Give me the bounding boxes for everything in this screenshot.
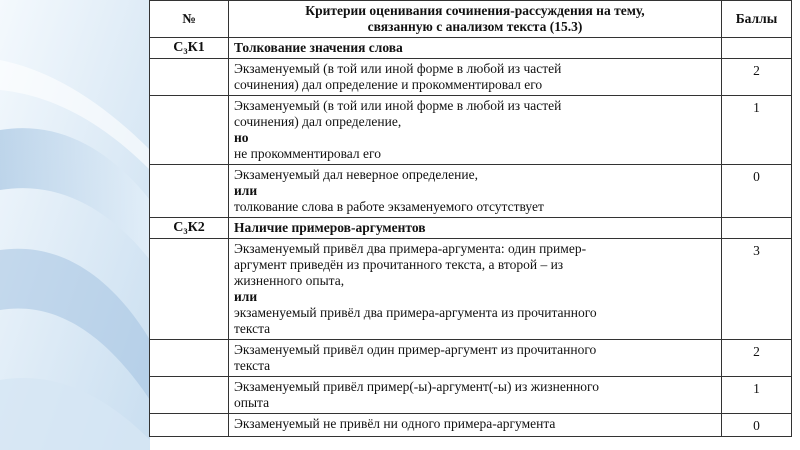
- connector-word: но: [234, 130, 249, 145]
- header-criteria-line2: связанную с анализом текста (15.3): [367, 19, 583, 34]
- description-line: Экзаменуемый не привёл ни одного примера-аргумента: [234, 416, 556, 431]
- description-line: аргумент приведён из прочитанного текста, а второй – из: [234, 257, 564, 272]
- description-line: не прокомментировал его: [234, 146, 381, 161]
- description-line: сочинения) дал определение и прокомментировал его: [234, 77, 543, 92]
- section-row: [150, 38, 792, 59]
- row-number-empty: [150, 239, 229, 340]
- criterion-description: [229, 340, 722, 377]
- table-row: [150, 377, 792, 414]
- table-row: [150, 165, 792, 218]
- description-line: жизненного опыта,: [234, 273, 345, 288]
- section-points-empty: [722, 38, 792, 59]
- points-value: 0: [722, 165, 792, 218]
- header-criteria: [229, 1, 722, 38]
- criterion-description: [229, 239, 722, 340]
- criterion-description: [229, 377, 722, 414]
- table-row: [150, 340, 792, 377]
- points-value: 1: [722, 96, 792, 165]
- description-line: Экзаменуемый привёл один пример-аргумент из прочитанного: [234, 342, 597, 357]
- header-criteria-line1: Критерии оценивания сочинения-рассуждения на тему,: [305, 3, 645, 18]
- points-value: 2: [722, 59, 792, 96]
- criterion-code: С₃К1: [150, 38, 229, 59]
- section-row: [150, 218, 792, 239]
- criterion-title: Наличие примеров-аргументов: [229, 218, 722, 239]
- row-number-empty: [150, 96, 229, 165]
- description-line: текста: [234, 321, 271, 336]
- section-points-empty: [722, 218, 792, 239]
- points-value: 1: [722, 377, 792, 414]
- points-value: 2: [722, 340, 792, 377]
- connector-word: или: [234, 289, 258, 304]
- criterion-code: С₃К2: [150, 218, 229, 239]
- criterion-description: [229, 59, 722, 96]
- table-header-row: [150, 1, 792, 38]
- description-line: толкование слова в работе экзаменуемого отсутствует: [234, 199, 544, 214]
- criteria-table: [149, 0, 792, 437]
- points-value: 0: [722, 414, 792, 437]
- row-number-empty: [150, 59, 229, 96]
- criterion-description: [229, 96, 722, 165]
- header-points: Баллы: [722, 1, 792, 38]
- row-number-empty: [150, 377, 229, 414]
- table-row: [150, 414, 792, 437]
- criterion-title: Толкование значения слова: [229, 38, 722, 59]
- description-line: сочинения) дал определение,: [234, 114, 402, 129]
- row-number-empty: [150, 414, 229, 437]
- description-line: Экзаменуемый (в той или иной форме в любой из частей: [234, 61, 562, 76]
- criteria-table-body: [150, 38, 792, 437]
- description-line: Экзаменуемый (в той или иной форме в любой из частей: [234, 98, 562, 113]
- points-value: 3: [722, 239, 792, 340]
- row-number-empty: [150, 165, 229, 218]
- table-row: [150, 239, 792, 340]
- connector-word: или: [234, 183, 258, 198]
- row-number-empty: [150, 340, 229, 377]
- description-line: Экзаменуемый дал неверное определение,: [234, 167, 478, 182]
- table-row: [150, 96, 792, 165]
- table-row: [150, 59, 792, 96]
- description-line: опыта: [234, 395, 270, 410]
- criterion-description: [229, 165, 722, 218]
- description-line: Экзаменуемый привёл два примера-аргумента: один пример-: [234, 241, 587, 256]
- description-line: Экзаменуемый привёл пример(-ы)-аргумент(-ы) из жизненного: [234, 379, 599, 394]
- description-line: экзаменуемый привёл два примера-аргумента из прочитанного: [234, 305, 597, 320]
- header-number: №: [150, 1, 229, 38]
- criterion-description: [229, 414, 722, 437]
- description-line: текста: [234, 358, 271, 373]
